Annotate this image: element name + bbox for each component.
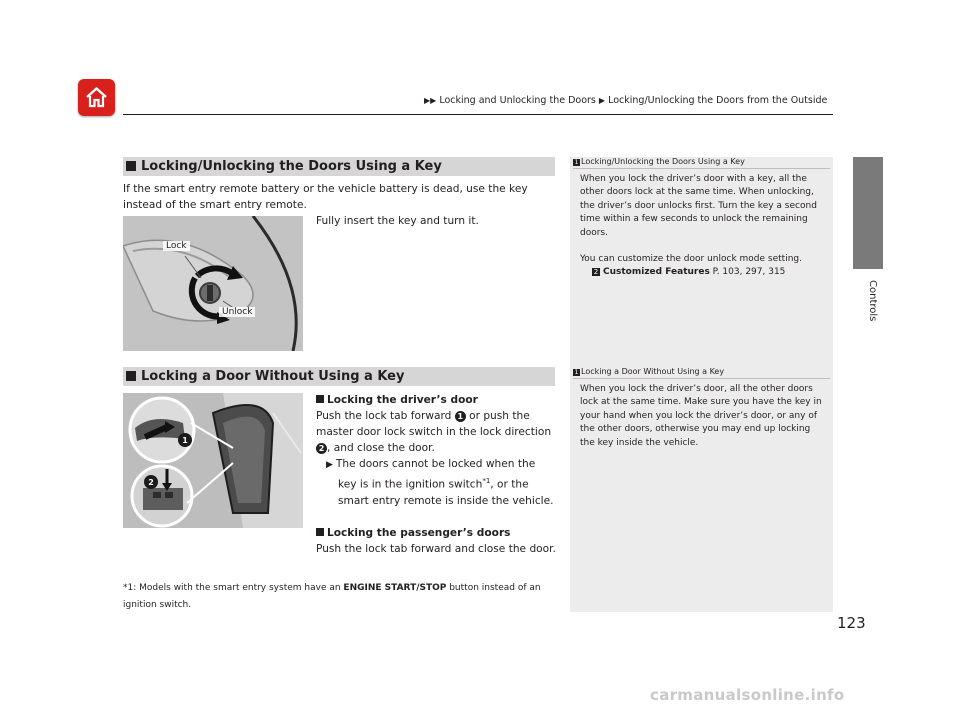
body-text: , or the (490, 478, 529, 491)
sub-note (316, 456, 561, 473)
arrow-icon: ▶ (326, 460, 333, 470)
svg-text:2: 2 (148, 478, 154, 487)
note-body (580, 173, 825, 280)
breadcrumb (424, 95, 827, 106)
body-text: or push the (465, 410, 530, 422)
door-handle-illustration (123, 216, 303, 351)
body-line (316, 408, 561, 424)
section-heading (123, 367, 555, 386)
door-interior-illustration (123, 393, 303, 528)
heading-square-icon (126, 161, 136, 171)
section-title: Locking a Door Without Using a Key (141, 369, 405, 384)
note-title (573, 367, 724, 376)
footnote-text: button instead of an ignition switch. (123, 583, 541, 610)
subheading-text: Locking the driver’s door (327, 394, 478, 406)
sub-note (316, 473, 561, 493)
note-paragraph: You can customize the door unlock mode setting. (580, 254, 802, 265)
note-title-divider (573, 168, 830, 169)
sub-note: smart entry remote is inside the vehicle. (338, 494, 554, 507)
note-paragraph: When you lock the driver’s door with a key, all the other doors lock at the same time. When unlocking, the driver’s door unlocks first. Turn the key a second time within a few seconds to unlock the remaining doors. (580, 174, 817, 238)
unlock-callout: Unlock (219, 307, 255, 317)
note-marker-icon: 1 (574, 369, 579, 376)
xref-link[interactable]: Customized Features (603, 267, 710, 278)
note-title (573, 157, 745, 166)
section-instruction (316, 213, 556, 229)
body-text: The doors cannot be locked when the (335, 458, 536, 470)
breadcrumb-item[interactable]: Locking/Unlocking the Doors from the Outside (608, 95, 828, 106)
page-number: 123 (837, 614, 866, 632)
footnote-text: *1: Models with the smart entry system have an (123, 583, 344, 593)
lock-callout: Lock (163, 241, 190, 251)
note-body (580, 383, 825, 450)
body-line: master door lock switch in the lock direction (316, 426, 552, 438)
svg-text:1: 1 (182, 436, 188, 445)
home-icon (85, 86, 108, 109)
note-title-text: Locking/Unlocking the Doors Using a Key (581, 157, 745, 166)
section-title: Locking/Unlocking the Doors Using a Key (141, 159, 442, 174)
subheading-square-icon (316, 395, 324, 403)
home-button[interactable] (78, 79, 115, 116)
header-divider (123, 114, 833, 115)
xref-arrow-icon: 2 (593, 268, 599, 277)
section-heading (123, 157, 555, 176)
subheading (316, 392, 561, 408)
cross-reference[interactable] (580, 266, 825, 279)
body-text: key is in the ignition switch (338, 478, 483, 491)
step-2-marker: 2 (316, 443, 327, 454)
subheading (316, 525, 561, 541)
body-text: , and close the door. (327, 442, 435, 454)
body-line: Push the lock tab forward and close the door. (316, 542, 556, 555)
chapter-tab-label[interactable]: Controls (867, 280, 878, 322)
watermark: carmanualsonline.info (650, 686, 845, 704)
section-intro (123, 181, 555, 213)
door-lock-photo (123, 393, 303, 528)
breadcrumb-item[interactable]: Locking and Unlocking the Doors (439, 95, 596, 106)
footnote-bold: ENGINE START/STOP (343, 583, 447, 593)
intro-text: If the smart entry remote battery or the vehicle battery is dead, use the key instead of the smart entry remote. (123, 183, 528, 211)
section2-body (316, 392, 561, 557)
xref-pages: P. 103, 297, 315 (709, 267, 786, 278)
chapter-tab[interactable] (853, 157, 883, 269)
breadcrumb-arrow-icon: ▶▶ (424, 96, 437, 105)
body-text: Push the lock tab forward (316, 410, 455, 422)
subheading-text: Locking the passenger’s doors (327, 526, 511, 539)
note-marker-icon: 1 (574, 159, 579, 166)
note-title-divider (573, 378, 830, 379)
subheading-square-icon (316, 528, 324, 536)
step-1-marker: 1 (455, 411, 466, 422)
key-lock-photo (123, 216, 303, 351)
footnote-ref[interactable]: *1 (482, 477, 491, 485)
footnote (123, 580, 563, 614)
breadcrumb-arrow-icon: ▶ (598, 96, 606, 105)
note-title-text: Locking a Door Without Using a Key (581, 367, 725, 376)
note-paragraph: When you lock the driver’s door, all the other doors lock at the same time. Make sure you have the key in your hand when you lock the driver’s door, or any of the other doors, otherwise you may end up locking the key inside the vehicle. (580, 384, 822, 448)
instruction-text: Fully insert the key and turn it. (316, 215, 479, 227)
body-line (316, 440, 561, 456)
heading-square-icon (126, 371, 136, 381)
